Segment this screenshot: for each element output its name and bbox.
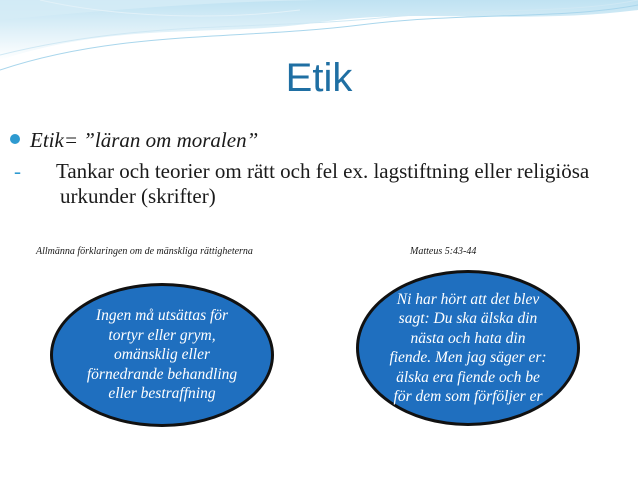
bullet-definition: [10, 128, 258, 153]
bullet-definition-text: Etik= ”läran om moralen”: [30, 128, 259, 152]
dash-marker: -: [14, 159, 21, 183]
ellipse-left: [50, 283, 274, 427]
bullet-icon: [10, 134, 20, 144]
ellipse-right: [356, 270, 580, 426]
ellipse-right-text: Ni har hört att det blev sagt: Du ska älska din nästa och hata din fiende. Men jag säger er: älska era fiende och be för dem som förföljer er: [389, 290, 547, 405]
bullet-tankar: [14, 159, 614, 209]
caption-right: Matteus 5:43-44: [410, 246, 477, 257]
bullet-tankar-text: Tankar och teorier om rätt och fel ex. lagstiftning eller religiösa urkunder (skrifter): [56, 159, 590, 208]
caption-left: Allmänna förklaringen om de mänskliga rättigheterna: [36, 246, 253, 257]
slide-title: Etik: [285, 56, 353, 100]
ellipse-left-text: Ingen må utsättas för tortyr eller grym, omänsklig eller förnedrande behandling eller bestraffning: [86, 307, 238, 403]
